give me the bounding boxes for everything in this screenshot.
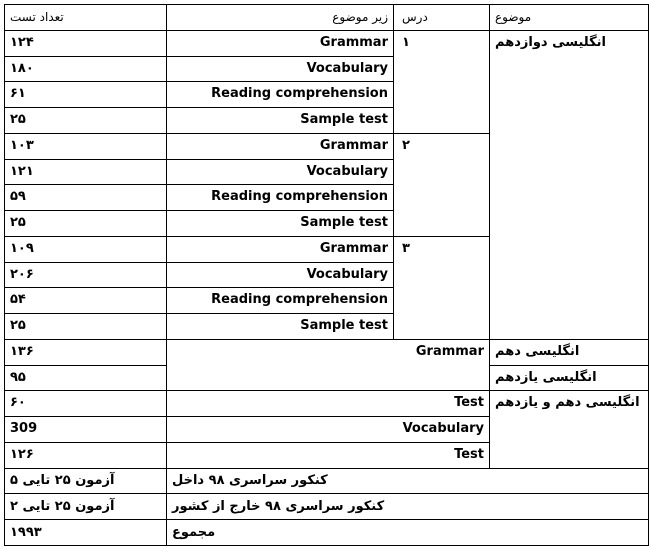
total-row	[5, 520, 649, 546]
header-topic: موضوع	[490, 5, 649, 31]
konkur-label-cell: کنکور سراسری ۹۸ خارج از کشور	[167, 494, 649, 520]
count-cell: ۶۱	[5, 82, 167, 108]
count-cell: ۱۰۳	[5, 133, 167, 159]
table-row	[5, 339, 649, 365]
subtopic-cell: Vocabulary	[167, 417, 490, 443]
count-cell: ۱۳۶	[5, 339, 167, 365]
count-cell: ۱۰۹	[5, 236, 167, 262]
subtopic-cell: Vocabulary	[167, 262, 394, 288]
count-cell: ۲۵	[5, 211, 167, 237]
subtopic-cell: Sample test	[167, 108, 394, 134]
table-row	[5, 494, 649, 520]
topic-cell-grade11: انگلیسی یازدهم	[490, 365, 649, 391]
count-cell: ۲۰۶	[5, 262, 167, 288]
header-subtopic: زیر موضوع	[167, 5, 394, 31]
subtopic-cell: Sample test	[167, 211, 394, 237]
count-cell: ۱۲۱	[5, 159, 167, 185]
count-cell: ۱۲۶	[5, 442, 167, 468]
lesson-number-cell: ۲	[394, 133, 490, 236]
lesson-number-cell: ۳	[394, 236, 490, 339]
subtopic-cell: Grammar	[167, 30, 394, 56]
count-cell: ۱۲۴	[5, 30, 167, 56]
table-row	[5, 391, 649, 417]
table-row	[5, 30, 649, 56]
count-cell: ۵۴	[5, 288, 167, 314]
count-cell: ۲۵	[5, 314, 167, 340]
lesson-number-cell: ۱	[394, 30, 490, 133]
count-cell: 309	[5, 417, 167, 443]
subtopic-cell: Grammar	[167, 236, 394, 262]
header-lesson: درس	[394, 5, 490, 31]
topic-cell-grade10-11: انگلیسی دهم و یازدهم	[490, 391, 649, 468]
header-row	[5, 5, 649, 31]
table-row	[5, 468, 649, 494]
subtopic-cell: Sample test	[167, 314, 394, 340]
topic-cell-grade12: انگلیسی دوازدهم	[490, 30, 649, 339]
subtopic-cell: Test	[167, 442, 490, 468]
count-cell: ۶۰	[5, 391, 167, 417]
subtopic-cell: Test	[167, 391, 490, 417]
subtopic-cell: Reading comprehension	[167, 185, 394, 211]
subtopic-cell-grammar: Grammar	[167, 339, 490, 391]
subtopic-cell: Grammar	[167, 133, 394, 159]
count-cell: ۲۵	[5, 108, 167, 134]
test-count-table	[4, 4, 649, 546]
count-cell: ۲ آزمون ۲۵ تایی	[5, 494, 167, 520]
count-cell: ۵۹	[5, 185, 167, 211]
count-cell: ۹۵	[5, 365, 167, 391]
header-count: تعداد تست	[5, 5, 167, 31]
subtopic-cell: Reading comprehension	[167, 82, 394, 108]
topic-cell-grade10: انگلیسی دهم	[490, 339, 649, 365]
subtopic-cell: Reading comprehension	[167, 288, 394, 314]
subtopic-cell: Vocabulary	[167, 56, 394, 82]
count-cell: ۵ آزمون ۲۵ تایی	[5, 468, 167, 494]
total-label-cell: مجموع	[167, 520, 649, 546]
subtopic-cell: Vocabulary	[167, 159, 394, 185]
konkur-label-cell: کنکور سراسری ۹۸ داخل	[167, 468, 649, 494]
count-cell: ۱۸۰	[5, 56, 167, 82]
total-count-cell: ۱۹۹۳	[5, 520, 167, 546]
